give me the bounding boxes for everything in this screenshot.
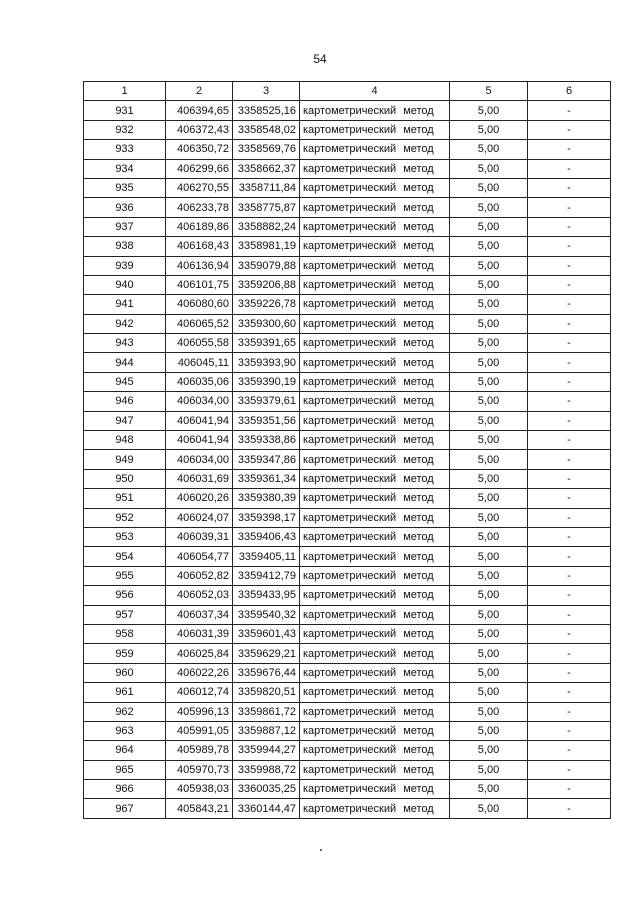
point-number-cell: 957 bbox=[84, 605, 166, 624]
method-cell: картометрический метод bbox=[300, 702, 450, 721]
table-row bbox=[84, 469, 611, 488]
x-coordinate-cell: 406045,11 bbox=[166, 353, 233, 372]
x-coordinate-cell: 406020,26 bbox=[166, 489, 233, 508]
accuracy-cell: 5,00 bbox=[450, 780, 528, 799]
accuracy-cell: 5,00 bbox=[450, 644, 528, 663]
note-cell: - bbox=[528, 334, 611, 353]
method-cell: картометрический метод bbox=[300, 586, 450, 605]
point-number-cell: 954 bbox=[84, 547, 166, 566]
method-cell: картометрический метод bbox=[300, 159, 450, 178]
y-coordinate-cell: 3359433,95 bbox=[233, 586, 300, 605]
accuracy-cell: 5,00 bbox=[450, 586, 528, 605]
x-coordinate-cell: 406041,94 bbox=[166, 431, 233, 450]
method-cell: картометрический метод bbox=[300, 566, 450, 585]
x-coordinate-cell: 405843,21 bbox=[166, 799, 233, 818]
x-coordinate-cell: 406233,78 bbox=[166, 198, 233, 217]
note-cell: - bbox=[528, 411, 611, 430]
method-cell: картометрический метод bbox=[300, 624, 450, 643]
table-row bbox=[84, 372, 611, 391]
point-number-cell: 935 bbox=[84, 178, 166, 197]
accuracy-cell: 5,00 bbox=[450, 256, 528, 275]
table-row bbox=[84, 178, 611, 197]
y-coordinate-cell: 3359079,88 bbox=[233, 256, 300, 275]
point-number-cell: 951 bbox=[84, 489, 166, 508]
y-coordinate-cell: 3359206,88 bbox=[233, 275, 300, 294]
y-coordinate-cell: 3359988,72 bbox=[233, 760, 300, 779]
point-number-cell: 952 bbox=[84, 508, 166, 527]
method-cell: картометрический метод bbox=[300, 256, 450, 275]
y-coordinate-cell: 3359861,72 bbox=[233, 702, 300, 721]
method-cell: картометрический метод bbox=[300, 721, 450, 740]
note-cell: - bbox=[528, 702, 611, 721]
column-header: 3 bbox=[233, 82, 300, 101]
method-cell: картометрический метод bbox=[300, 780, 450, 799]
accuracy-cell: 5,00 bbox=[450, 663, 528, 682]
point-number-cell: 945 bbox=[84, 372, 166, 391]
table-body bbox=[84, 101, 611, 818]
y-coordinate-cell: 3358662,37 bbox=[233, 159, 300, 178]
method-cell: картометрический метод bbox=[300, 605, 450, 624]
table-row bbox=[84, 275, 611, 294]
y-coordinate-cell: 3359412,79 bbox=[233, 566, 300, 585]
y-coordinate-cell: 3359361,34 bbox=[233, 469, 300, 488]
method-cell: картометрический метод bbox=[300, 508, 450, 527]
accuracy-cell: 5,00 bbox=[450, 547, 528, 566]
table-row bbox=[84, 508, 611, 527]
note-cell: - bbox=[528, 683, 611, 702]
note-cell: - bbox=[528, 586, 611, 605]
point-number-cell: 962 bbox=[84, 702, 166, 721]
y-coordinate-cell: 3358569,76 bbox=[233, 140, 300, 159]
method-cell: картометрический метод bbox=[300, 101, 450, 120]
accuracy-cell: 5,00 bbox=[450, 411, 528, 430]
table-row bbox=[84, 566, 611, 585]
point-number-cell: 943 bbox=[84, 334, 166, 353]
method-cell: картометрический метод bbox=[300, 217, 450, 236]
table-row bbox=[84, 159, 611, 178]
table-row bbox=[84, 411, 611, 430]
method-cell: картометрический метод bbox=[300, 547, 450, 566]
accuracy-cell: 5,00 bbox=[450, 237, 528, 256]
y-coordinate-cell: 3359887,12 bbox=[233, 721, 300, 740]
y-coordinate-cell: 3359676,44 bbox=[233, 663, 300, 682]
x-coordinate-cell: 406080,60 bbox=[166, 295, 233, 314]
y-coordinate-cell: 3360035,25 bbox=[233, 780, 300, 799]
accuracy-cell: 5,00 bbox=[450, 159, 528, 178]
y-coordinate-cell: 3359347,86 bbox=[233, 450, 300, 469]
table-header-row bbox=[84, 82, 611, 101]
point-number-cell: 959 bbox=[84, 644, 166, 663]
note-cell: - bbox=[528, 353, 611, 372]
table-row bbox=[84, 760, 611, 779]
method-cell: картометрический метод bbox=[300, 683, 450, 702]
x-coordinate-cell: 406037,34 bbox=[166, 605, 233, 624]
scan-mark bbox=[320, 849, 322, 851]
method-cell: картометрический метод bbox=[300, 295, 450, 314]
note-cell: - bbox=[528, 721, 611, 740]
accuracy-cell: 5,00 bbox=[450, 275, 528, 294]
table-row bbox=[84, 605, 611, 624]
table-row bbox=[84, 314, 611, 333]
x-coordinate-cell: 405991,05 bbox=[166, 721, 233, 740]
accuracy-cell: 5,00 bbox=[450, 353, 528, 372]
note-cell: - bbox=[528, 314, 611, 333]
x-coordinate-cell: 406041,94 bbox=[166, 411, 233, 430]
point-number-cell: 967 bbox=[84, 799, 166, 818]
note-cell: - bbox=[528, 140, 611, 159]
y-coordinate-cell: 3358882,24 bbox=[233, 217, 300, 236]
note-cell: - bbox=[528, 489, 611, 508]
point-number-cell: 963 bbox=[84, 721, 166, 740]
y-coordinate-cell: 3359393,90 bbox=[233, 353, 300, 372]
note-cell: - bbox=[528, 566, 611, 585]
table-row bbox=[84, 120, 611, 139]
x-coordinate-cell: 405970,73 bbox=[166, 760, 233, 779]
table-row bbox=[84, 721, 611, 740]
method-cell: картометрический метод bbox=[300, 431, 450, 450]
point-number-cell: 958 bbox=[84, 624, 166, 643]
y-coordinate-cell: 3360144,47 bbox=[233, 799, 300, 818]
x-coordinate-cell: 406035,06 bbox=[166, 372, 233, 391]
note-cell: - bbox=[528, 547, 611, 566]
point-number-cell: 965 bbox=[84, 760, 166, 779]
note-cell: - bbox=[528, 237, 611, 256]
y-coordinate-cell: 3359406,43 bbox=[233, 527, 300, 546]
note-cell: - bbox=[528, 392, 611, 411]
x-coordinate-cell: 405938,03 bbox=[166, 780, 233, 799]
point-number-cell: 949 bbox=[84, 450, 166, 469]
accuracy-cell: 5,00 bbox=[450, 683, 528, 702]
note-cell: - bbox=[528, 431, 611, 450]
accuracy-cell: 5,00 bbox=[450, 140, 528, 159]
method-cell: картометрический метод bbox=[300, 799, 450, 818]
method-cell: картометрический метод bbox=[300, 120, 450, 139]
table-row bbox=[84, 140, 611, 159]
coordinates-table bbox=[83, 81, 611, 819]
point-number-cell: 938 bbox=[84, 237, 166, 256]
y-coordinate-cell: 3359391,65 bbox=[233, 334, 300, 353]
accuracy-cell: 5,00 bbox=[450, 508, 528, 527]
point-number-cell: 955 bbox=[84, 566, 166, 585]
y-coordinate-cell: 3358525,16 bbox=[233, 101, 300, 120]
table-row bbox=[84, 198, 611, 217]
y-coordinate-cell: 3359390,19 bbox=[233, 372, 300, 391]
method-cell: картометрический метод bbox=[300, 334, 450, 353]
point-number-cell: 950 bbox=[84, 469, 166, 488]
x-coordinate-cell: 406350,72 bbox=[166, 140, 233, 159]
accuracy-cell: 5,00 bbox=[450, 334, 528, 353]
note-cell: - bbox=[528, 217, 611, 236]
point-number-cell: 936 bbox=[84, 198, 166, 217]
note-cell: - bbox=[528, 372, 611, 391]
point-number-cell: 934 bbox=[84, 159, 166, 178]
y-coordinate-cell: 3358981,19 bbox=[233, 237, 300, 256]
method-cell: картометрический метод bbox=[300, 198, 450, 217]
method-cell: картометрический метод bbox=[300, 178, 450, 197]
note-cell: - bbox=[528, 605, 611, 624]
table-row bbox=[84, 295, 611, 314]
note-cell: - bbox=[528, 256, 611, 275]
column-header: 5 bbox=[450, 82, 528, 101]
accuracy-cell: 5,00 bbox=[450, 489, 528, 508]
y-coordinate-cell: 3359398,17 bbox=[233, 508, 300, 527]
y-coordinate-cell: 3358548,02 bbox=[233, 120, 300, 139]
accuracy-cell: 5,00 bbox=[450, 624, 528, 643]
accuracy-cell: 5,00 bbox=[450, 799, 528, 818]
table-row bbox=[84, 644, 611, 663]
accuracy-cell: 5,00 bbox=[450, 178, 528, 197]
point-number-cell: 933 bbox=[84, 140, 166, 159]
point-number-cell: 966 bbox=[84, 780, 166, 799]
x-coordinate-cell: 406055,58 bbox=[166, 334, 233, 353]
column-header: 4 bbox=[300, 82, 450, 101]
table-row bbox=[84, 101, 611, 120]
method-cell: картометрический метод bbox=[300, 663, 450, 682]
note-cell: - bbox=[528, 741, 611, 760]
method-cell: картометрический метод bbox=[300, 760, 450, 779]
accuracy-cell: 5,00 bbox=[450, 198, 528, 217]
y-coordinate-cell: 3359380,39 bbox=[233, 489, 300, 508]
table-row bbox=[84, 237, 611, 256]
note-cell: - bbox=[528, 295, 611, 314]
point-number-cell: 947 bbox=[84, 411, 166, 430]
method-cell: картометрический метод bbox=[300, 489, 450, 508]
note-cell: - bbox=[528, 663, 611, 682]
x-coordinate-cell: 406394,65 bbox=[166, 101, 233, 120]
note-cell: - bbox=[528, 198, 611, 217]
x-coordinate-cell: 406012,74 bbox=[166, 683, 233, 702]
point-number-cell: 953 bbox=[84, 527, 166, 546]
table-row bbox=[84, 256, 611, 275]
table-row bbox=[84, 217, 611, 236]
accuracy-cell: 5,00 bbox=[450, 741, 528, 760]
y-coordinate-cell: 3359379,61 bbox=[233, 392, 300, 411]
x-coordinate-cell: 406034,00 bbox=[166, 450, 233, 469]
x-coordinate-cell: 406054,77 bbox=[166, 547, 233, 566]
accuracy-cell: 5,00 bbox=[450, 702, 528, 721]
y-coordinate-cell: 3358775,87 bbox=[233, 198, 300, 217]
x-coordinate-cell: 406372,43 bbox=[166, 120, 233, 139]
point-number-cell: 931 bbox=[84, 101, 166, 120]
point-number-cell: 961 bbox=[84, 683, 166, 702]
note-cell: - bbox=[528, 101, 611, 120]
accuracy-cell: 5,00 bbox=[450, 566, 528, 585]
method-cell: картометрический метод bbox=[300, 450, 450, 469]
x-coordinate-cell: 405996,13 bbox=[166, 702, 233, 721]
column-header: 2 bbox=[166, 82, 233, 101]
x-coordinate-cell: 406270,55 bbox=[166, 178, 233, 197]
table-row bbox=[84, 392, 611, 411]
x-coordinate-cell: 406031,69 bbox=[166, 469, 233, 488]
accuracy-cell: 5,00 bbox=[450, 760, 528, 779]
accuracy-cell: 5,00 bbox=[450, 217, 528, 236]
point-number-cell: 948 bbox=[84, 431, 166, 450]
method-cell: картометрический метод bbox=[300, 392, 450, 411]
method-cell: картометрический метод bbox=[300, 314, 450, 333]
table-row bbox=[84, 741, 611, 760]
x-coordinate-cell: 406189,86 bbox=[166, 217, 233, 236]
method-cell: картометрический метод bbox=[300, 237, 450, 256]
x-coordinate-cell: 406065,52 bbox=[166, 314, 233, 333]
note-cell: - bbox=[528, 450, 611, 469]
table-row bbox=[84, 489, 611, 508]
table-row bbox=[84, 547, 611, 566]
accuracy-cell: 5,00 bbox=[450, 372, 528, 391]
method-cell: картометрический метод bbox=[300, 644, 450, 663]
point-number-cell: 941 bbox=[84, 295, 166, 314]
y-coordinate-cell: 3359351,56 bbox=[233, 411, 300, 430]
note-cell: - bbox=[528, 527, 611, 546]
x-coordinate-cell: 406031,39 bbox=[166, 624, 233, 643]
column-header: 1 bbox=[84, 82, 166, 101]
note-cell: - bbox=[528, 760, 611, 779]
note-cell: - bbox=[528, 799, 611, 818]
table-row bbox=[84, 702, 611, 721]
accuracy-cell: 5,00 bbox=[450, 295, 528, 314]
method-cell: картометрический метод bbox=[300, 527, 450, 546]
point-number-cell: 964 bbox=[84, 741, 166, 760]
point-number-cell: 944 bbox=[84, 353, 166, 372]
x-coordinate-cell: 406299,66 bbox=[166, 159, 233, 178]
x-coordinate-cell: 406034,00 bbox=[166, 392, 233, 411]
y-coordinate-cell: 3359300,60 bbox=[233, 314, 300, 333]
point-number-cell: 932 bbox=[84, 120, 166, 139]
note-cell: - bbox=[528, 469, 611, 488]
method-cell: картометрический метод bbox=[300, 372, 450, 391]
point-number-cell: 946 bbox=[84, 392, 166, 411]
x-coordinate-cell: 406136,94 bbox=[166, 256, 233, 275]
point-number-cell: 942 bbox=[84, 314, 166, 333]
accuracy-cell: 5,00 bbox=[450, 450, 528, 469]
y-coordinate-cell: 3359629,21 bbox=[233, 644, 300, 663]
table-row bbox=[84, 683, 611, 702]
method-cell: картометрический метод bbox=[300, 275, 450, 294]
table-row bbox=[84, 624, 611, 643]
x-coordinate-cell: 406168,43 bbox=[166, 237, 233, 256]
point-number-cell: 937 bbox=[84, 217, 166, 236]
method-cell: картометрический метод bbox=[300, 411, 450, 430]
method-cell: картометрический метод bbox=[300, 469, 450, 488]
accuracy-cell: 5,00 bbox=[450, 431, 528, 450]
y-coordinate-cell: 3359820,51 bbox=[233, 683, 300, 702]
accuracy-cell: 5,00 bbox=[450, 721, 528, 740]
accuracy-cell: 5,00 bbox=[450, 605, 528, 624]
y-coordinate-cell: 3359944,27 bbox=[233, 741, 300, 760]
page-number: 54 bbox=[313, 52, 327, 66]
note-cell: - bbox=[528, 508, 611, 527]
method-cell: картометрический метод bbox=[300, 353, 450, 372]
note-cell: - bbox=[528, 159, 611, 178]
table-row bbox=[84, 663, 611, 682]
x-coordinate-cell: 406024,07 bbox=[166, 508, 233, 527]
x-coordinate-cell: 406022,26 bbox=[166, 663, 233, 682]
accuracy-cell: 5,00 bbox=[450, 392, 528, 411]
point-number-cell: 940 bbox=[84, 275, 166, 294]
x-coordinate-cell: 405989,78 bbox=[166, 741, 233, 760]
table-row bbox=[84, 799, 611, 818]
y-coordinate-cell: 3359405,11 bbox=[233, 547, 300, 566]
point-number-cell: 960 bbox=[84, 663, 166, 682]
note-cell: - bbox=[528, 624, 611, 643]
y-coordinate-cell: 3359226,78 bbox=[233, 295, 300, 314]
note-cell: - bbox=[528, 120, 611, 139]
table-row bbox=[84, 431, 611, 450]
accuracy-cell: 5,00 bbox=[450, 101, 528, 120]
y-coordinate-cell: 3359601,43 bbox=[233, 624, 300, 643]
x-coordinate-cell: 406025,84 bbox=[166, 644, 233, 663]
accuracy-cell: 5,00 bbox=[450, 469, 528, 488]
y-coordinate-cell: 3359540,32 bbox=[233, 605, 300, 624]
method-cell: картометрический метод bbox=[300, 140, 450, 159]
note-cell: - bbox=[528, 275, 611, 294]
x-coordinate-cell: 406052,82 bbox=[166, 566, 233, 585]
table-row bbox=[84, 450, 611, 469]
y-coordinate-cell: 3359338,86 bbox=[233, 431, 300, 450]
x-coordinate-cell: 406101,75 bbox=[166, 275, 233, 294]
x-coordinate-cell: 406052,03 bbox=[166, 586, 233, 605]
accuracy-cell: 5,00 bbox=[450, 120, 528, 139]
column-header: 6 bbox=[528, 82, 611, 101]
y-coordinate-cell: 3358711,84 bbox=[233, 178, 300, 197]
table-row bbox=[84, 780, 611, 799]
point-number-cell: 956 bbox=[84, 586, 166, 605]
method-cell: картометрический метод bbox=[300, 741, 450, 760]
note-cell: - bbox=[528, 178, 611, 197]
x-coordinate-cell: 406039,31 bbox=[166, 527, 233, 546]
table-row bbox=[84, 586, 611, 605]
accuracy-cell: 5,00 bbox=[450, 527, 528, 546]
table-row bbox=[84, 353, 611, 372]
accuracy-cell: 5,00 bbox=[450, 314, 528, 333]
table-row bbox=[84, 334, 611, 353]
point-number-cell: 939 bbox=[84, 256, 166, 275]
note-cell: - bbox=[528, 780, 611, 799]
note-cell: - bbox=[528, 644, 611, 663]
table-row bbox=[84, 527, 611, 546]
